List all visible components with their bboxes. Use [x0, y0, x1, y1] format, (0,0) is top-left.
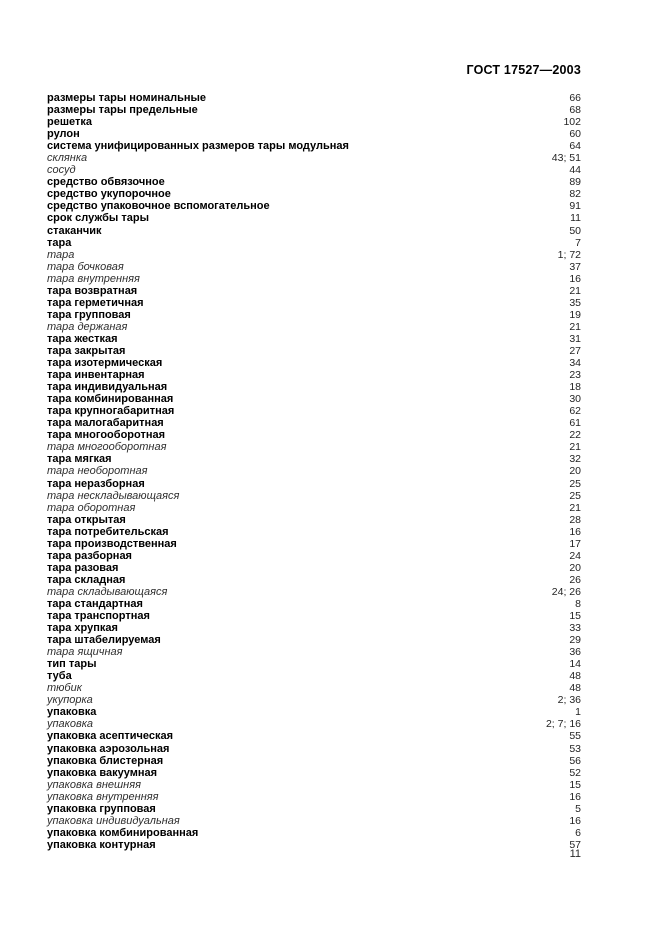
index-page-refs: 25 — [569, 477, 581, 490]
index-entry — [47, 225, 581, 237]
index-entry — [47, 237, 581, 249]
index-term: тара транспортная — [47, 610, 150, 623]
index-page-refs: 28 — [569, 513, 581, 526]
index-entry — [47, 116, 581, 128]
index-page-refs: 34 — [569, 357, 581, 370]
page-footer — [47, 848, 581, 860]
index-page-refs: 26 — [569, 573, 581, 586]
index-term: упаковка блистерная — [47, 754, 164, 767]
index-page-refs: 62 — [569, 405, 581, 418]
index-entry — [47, 164, 581, 176]
index-entry — [47, 273, 581, 285]
index-term: тара изотермическая — [47, 357, 163, 370]
index-page-refs: 21 — [569, 501, 581, 514]
index-entry — [47, 815, 581, 827]
index-entry — [47, 152, 581, 164]
index-entry — [47, 526, 581, 538]
index-page-refs: 82 — [569, 188, 581, 201]
index-entry — [47, 345, 581, 357]
index-term: размеры тары предельные — [47, 104, 198, 117]
index-page-refs: 30 — [569, 393, 581, 406]
index-term: упаковка асептическая — [47, 730, 174, 743]
index-entry — [47, 755, 581, 767]
index-term: тара держаная — [47, 320, 128, 333]
index-page-refs: 89 — [569, 176, 581, 189]
index-entry — [47, 490, 581, 502]
index-page-refs: 2; 36 — [557, 694, 581, 707]
index-page-refs: 61 — [569, 417, 581, 430]
index-page-refs: 29 — [569, 634, 581, 647]
index-term: средство обвязочное — [47, 176, 165, 189]
index-page-refs: 7 — [575, 236, 581, 249]
index-entry — [47, 92, 581, 104]
index-term: тара стандартная — [47, 597, 143, 610]
index-term: укупорка — [47, 694, 93, 707]
index-term: тара нескладывающаяся — [47, 489, 180, 502]
index-term: тара производственная — [47, 537, 177, 550]
doc-number: ГОСТ 17527—2003 — [466, 63, 581, 77]
index-term: туба — [47, 670, 72, 683]
index-page-refs: 31 — [569, 332, 581, 345]
index-page-refs: 20 — [569, 465, 581, 478]
index-term: тара крупногабаритная — [47, 405, 175, 418]
index-term: тара инвентарная — [47, 369, 145, 382]
index-entry — [47, 791, 581, 803]
index-term: тара необоротная — [47, 465, 148, 478]
index-entry — [47, 706, 581, 718]
index-page-refs: 52 — [569, 766, 581, 779]
index-entry — [47, 550, 581, 562]
index-entry — [47, 212, 581, 224]
index-term: склянка — [47, 152, 88, 165]
index-term: тара хрупкая — [47, 622, 118, 635]
index-page-refs: 37 — [569, 260, 581, 273]
index-term: тип тары — [47, 658, 97, 671]
index-page-refs: 8 — [575, 597, 581, 610]
index-entry — [47, 478, 581, 490]
index-term: упаковка контурная — [47, 838, 156, 851]
index-entry — [47, 369, 581, 381]
index-term: тара оборотная — [47, 501, 136, 514]
index-term: тара разборная — [47, 549, 132, 562]
index-list — [47, 92, 581, 851]
index-term: тара комбинированная — [47, 393, 174, 406]
index-term: тара групповая — [47, 308, 131, 321]
index-entry — [47, 417, 581, 429]
index-entry — [47, 646, 581, 658]
document-header — [47, 63, 581, 77]
index-entry — [47, 393, 581, 405]
index-entry — [47, 429, 581, 441]
index-term: тюбик — [47, 682, 82, 695]
index-page-refs: 56 — [569, 754, 581, 767]
index-page-refs: 48 — [569, 670, 581, 683]
index-term: упаковка индивидуальная — [47, 814, 180, 827]
index-entry — [47, 465, 581, 477]
index-page-refs: 19 — [569, 308, 581, 321]
index-entry — [47, 538, 581, 550]
index-entry — [47, 453, 581, 465]
index-page-refs: 22 — [569, 429, 581, 442]
index-entry — [47, 188, 581, 200]
index-page-refs: 20 — [569, 561, 581, 574]
index-entry — [47, 670, 581, 682]
index-term: упаковка групповая — [47, 802, 156, 815]
index-page-refs: 66 — [569, 92, 581, 104]
index-page-refs: 27 — [569, 344, 581, 357]
index-entry — [47, 309, 581, 321]
index-entry — [47, 658, 581, 670]
index-entry — [47, 249, 581, 261]
index-entry — [47, 586, 581, 598]
index-term: упаковка внешняя — [47, 778, 141, 791]
index-entry — [47, 730, 581, 742]
index-page-refs: 5 — [575, 802, 581, 815]
index-term: средство упаковочное вспомогательное — [47, 200, 270, 213]
index-page-refs: 53 — [569, 742, 581, 755]
index-term: тара закрытая — [47, 344, 126, 357]
index-term: тара потребительская — [47, 525, 169, 538]
index-entry — [47, 441, 581, 453]
index-page-refs: 57 — [569, 838, 581, 851]
index-term: средство укупорочное — [47, 188, 171, 201]
index-entry — [47, 682, 581, 694]
index-page-refs: 15 — [569, 610, 581, 623]
index-page-refs: 11 — [570, 212, 581, 225]
index-entry — [47, 261, 581, 273]
index-term: тара возвратная — [47, 284, 138, 297]
index-entry — [47, 357, 581, 369]
index-page-refs: 1; 72 — [557, 248, 581, 261]
index-page-refs: 15 — [569, 778, 581, 791]
index-term: тара индивидуальная — [47, 381, 168, 394]
index-page-refs: 60 — [569, 128, 581, 141]
index-entry — [47, 381, 581, 393]
index-term: решетка — [47, 116, 92, 129]
index-page-refs: 24 — [569, 549, 581, 562]
index-term: упаковка вакуумная — [47, 766, 158, 779]
index-term: тара складная — [47, 573, 126, 586]
index-entry — [47, 405, 581, 417]
index-entry — [47, 767, 581, 779]
index-entry — [47, 803, 581, 815]
index-term: тара штабелируемая — [47, 634, 161, 647]
index-page-refs: 16 — [569, 814, 581, 827]
index-page-refs: 33 — [569, 622, 581, 635]
index-term: сосуд — [47, 164, 76, 177]
index-entry — [47, 827, 581, 839]
index-page-refs: 14 — [569, 658, 581, 671]
index-term: тара складывающаяся — [47, 585, 168, 598]
index-page-refs: 21 — [569, 320, 581, 333]
index-term: упаковка комбинированная — [47, 826, 199, 839]
index-entry — [47, 333, 581, 345]
index-entry — [47, 562, 581, 574]
index-term: тара неразборная — [47, 477, 145, 490]
index-term: упаковка — [47, 718, 94, 731]
index-term: срок службы тары — [47, 212, 149, 225]
index-term: тара бочковая — [47, 260, 124, 273]
index-page-refs: 1 — [575, 706, 581, 719]
index-page-refs: 44 — [569, 164, 581, 177]
index-entry — [47, 200, 581, 212]
index-term: упаковка — [47, 706, 97, 719]
index-page-refs: 17 — [569, 537, 581, 550]
index-term: тара герметичная — [47, 296, 144, 309]
index-term: система унифицированных размеров тары модульная — [47, 140, 349, 153]
index-page-refs: 21 — [569, 284, 581, 297]
index-page-refs: 35 — [569, 296, 581, 309]
index-term: тара многооборотная — [47, 441, 167, 454]
index-page-refs: 16 — [569, 790, 581, 803]
index-page-refs: 21 — [569, 441, 581, 454]
index-term: тара открытая — [47, 513, 126, 526]
index-page-refs: 25 — [569, 489, 581, 502]
index-page-refs: 24; 26 — [551, 585, 581, 598]
index-page-refs: 23 — [569, 369, 581, 382]
index-term: размеры тары номинальные — [47, 92, 207, 104]
index-page-refs: 91 — [569, 200, 581, 213]
index-entry — [47, 718, 581, 730]
index-page-refs: 50 — [569, 224, 581, 237]
index-term: тара малогабаритная — [47, 417, 164, 430]
index-entry — [47, 502, 581, 514]
index-page-refs: 16 — [569, 525, 581, 538]
index-term: упаковка внутренняя — [47, 790, 159, 803]
index-page-refs: 18 — [569, 381, 581, 394]
index-entry — [47, 514, 581, 526]
index-page-refs: 64 — [569, 140, 581, 153]
index-page-refs: 32 — [569, 453, 581, 466]
index-entry — [47, 694, 581, 706]
index-entry — [47, 743, 581, 755]
index-entry — [47, 176, 581, 188]
index-term: упаковка аэрозольная — [47, 742, 170, 755]
index-term: стаканчик — [47, 224, 102, 237]
index-term: тара — [47, 236, 72, 249]
index-term: тара — [47, 248, 75, 261]
index-term: тара многооборотная — [47, 429, 166, 442]
index-page-refs: 43; 51 — [551, 152, 581, 165]
index-term: тара ящичная — [47, 646, 123, 659]
index-page-refs: 6 — [575, 826, 581, 839]
index-page-refs: 55 — [569, 730, 581, 743]
index-entry — [47, 128, 581, 140]
index-entry — [47, 104, 581, 116]
index-page-refs: 48 — [569, 682, 581, 695]
index-term: рулон — [47, 128, 80, 141]
index-term: тара внутренняя — [47, 272, 140, 285]
index-entry — [47, 779, 581, 791]
index-term: тара разовая — [47, 561, 119, 574]
index-term: тара мягкая — [47, 453, 112, 466]
index-term: тара жесткая — [47, 332, 118, 345]
index-entry — [47, 140, 581, 152]
index-entry — [47, 297, 581, 309]
index-page-refs: 36 — [569, 646, 581, 659]
index-entry — [47, 598, 581, 610]
index-entry — [47, 285, 581, 297]
index-entry — [47, 634, 581, 646]
index-entry — [47, 622, 581, 634]
index-entry — [47, 574, 581, 586]
index-page-refs: 2; 7; 16 — [545, 718, 581, 731]
index-page-refs: 16 — [569, 272, 581, 285]
index-page-refs: 68 — [569, 104, 581, 117]
index-page-refs: 102 — [563, 116, 581, 129]
index-entry — [47, 610, 581, 622]
index-entry — [47, 321, 581, 333]
page-number: 11 — [569, 848, 581, 860]
